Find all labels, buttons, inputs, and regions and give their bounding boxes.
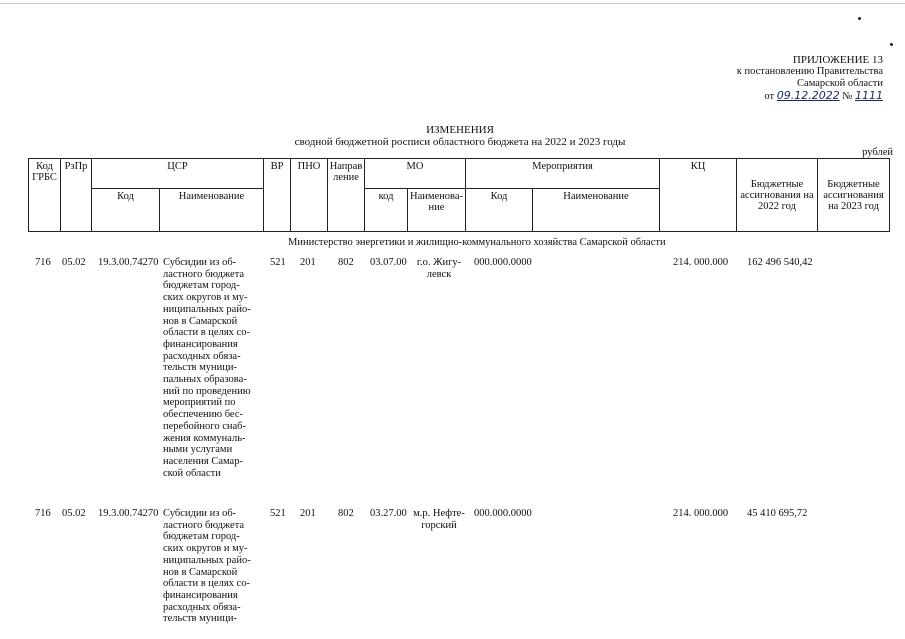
name-line: ских округов и му- — [163, 292, 248, 304]
name-line: ниципальных райо- — [163, 554, 251, 566]
header-events-code: Код — [466, 189, 533, 232]
name-line: пальных образова- — [163, 374, 247, 386]
header-csr: ЦСР — [92, 159, 264, 189]
cell-mo-code: 03.07.00 — [370, 257, 407, 268]
name-line: обеспечению бес- — [163, 409, 243, 421]
name-line: финансирования — [163, 338, 238, 350]
date-prefix: от — [764, 91, 775, 102]
cell-vr: 521 — [270, 257, 286, 268]
cell-mo-code: 03.27.00 — [370, 508, 407, 519]
cell-budget-2022: 45 410 695,72 — [747, 508, 808, 519]
name-line: нов в Самарской — [163, 315, 238, 327]
cell-kc: 214. 000.000 — [673, 508, 729, 519]
cell-csr-code: 19.3.00.74270 — [98, 257, 159, 268]
name-line: области в целях со- — [163, 578, 250, 590]
header-events-name: Наименование — [533, 189, 660, 232]
cell-grbs: 716 — [35, 508, 51, 519]
header-mo-code: код — [365, 189, 408, 232]
cell-pno: 201 — [300, 257, 316, 268]
name-line: населения Самар- — [163, 455, 243, 467]
cell-pno: 201 — [300, 508, 316, 519]
name-line: тельств муници- — [163, 362, 237, 374]
header-csr-name: Наименование — [160, 189, 264, 232]
cell-mo-name: г.о. Жигу- левск — [416, 257, 462, 280]
header-rzpr: РзПр — [61, 159, 92, 232]
name-line: тельств муници- — [163, 613, 237, 625]
handwritten-number: 1111 — [855, 89, 883, 102]
cell-event-code: 000.000.0000 — [474, 508, 532, 519]
document-title-block — [0, 124, 905, 148]
name-line: ластного бюджета — [163, 268, 245, 280]
name-line: ными услугами — [163, 444, 233, 456]
header-csr-code: Код — [92, 189, 160, 232]
document-title: ИЗМЕНЕНИЯ — [426, 124, 494, 136]
cell-kc: 214. 000.000 — [673, 257, 729, 268]
header-vr: ВР — [264, 159, 291, 232]
name-line: финансирования — [163, 589, 238, 601]
name-line: ластного бюджета — [163, 519, 245, 531]
handwritten-date: 09.12.2022 — [776, 89, 840, 102]
speck — [858, 17, 861, 20]
number-prefix: № — [842, 91, 853, 102]
appendix-block — [737, 54, 883, 103]
name-line: области в целях со- — [163, 327, 250, 339]
cell-csr-name — [163, 508, 259, 625]
cell-csr-code: 19.3.00.74270 — [98, 508, 159, 519]
cell-grbs: 716 — [35, 257, 51, 268]
cell-napravlenie: 802 — [338, 257, 354, 268]
cell-event-code: 000.000.0000 — [474, 257, 532, 268]
cell-mo-name: м.р. Нефте- горский — [413, 508, 465, 531]
header-events: Мероприятия — [466, 159, 660, 189]
appendix-title: ПРИЛОЖЕНИЕ 13 — [792, 54, 883, 66]
header-budget-2022: Бюджетные ассигнования на 2022 год — [737, 159, 818, 232]
header-budget-2023: Бюджетные ассигнования на 2023 год — [818, 159, 890, 232]
department-heading: Министерство энергетики и жилищно-коммунального хозяйства Самарской области — [288, 237, 666, 248]
header-pno: ПНО — [291, 159, 328, 232]
currency-label: рублей — [862, 147, 893, 158]
name-line: мероприятий по — [163, 397, 236, 409]
name-line: бюджетам город- — [163, 531, 240, 543]
header-mo: МО — [365, 159, 466, 189]
name-line: ниципальных райо- — [163, 303, 251, 315]
cell-rzpr: 05.02 — [62, 508, 86, 519]
name-line: ской области — [163, 467, 221, 479]
table-header — [28, 158, 890, 232]
name-line: бюджетам город- — [163, 280, 240, 292]
appendix-line-1: к постановлению Правительства — [736, 66, 883, 77]
speck — [890, 43, 893, 46]
name-line: Субсидии из об- — [163, 257, 237, 268]
top-edge-line — [0, 3, 905, 4]
header-mo-name: Наименова- ние — [408, 189, 466, 232]
cell-csr-name — [163, 257, 259, 479]
header-kc: КЦ — [660, 159, 737, 232]
name-line: жения коммуналь- — [163, 432, 246, 444]
header-napravlenie: Направ ление — [328, 159, 365, 232]
cell-vr: 521 — [270, 508, 286, 519]
name-line: нов в Самарской — [163, 566, 238, 578]
name-line: расходных обяза- — [163, 601, 241, 613]
cell-budget-2022: 162 496 540,42 — [747, 257, 813, 268]
name-line: Субсидии из об- — [163, 508, 237, 519]
name-line: ний по проведению — [163, 385, 251, 397]
cell-napravlenie: 802 — [338, 508, 354, 519]
name-line: ских округов и му- — [163, 543, 248, 555]
header-kod-grbs: Код ГРБС — [29, 159, 61, 232]
name-line: перебойного снаб- — [163, 420, 246, 432]
document-subtitle: сводной бюджетной росписи областного бюджета на 2022 и 2023 годы — [294, 136, 626, 148]
name-line: расходных обяза- — [163, 350, 241, 362]
cell-rzpr: 05.02 — [62, 257, 86, 268]
appendix-date-line — [737, 90, 883, 103]
appendix-line-2: Самарской области — [797, 78, 883, 89]
